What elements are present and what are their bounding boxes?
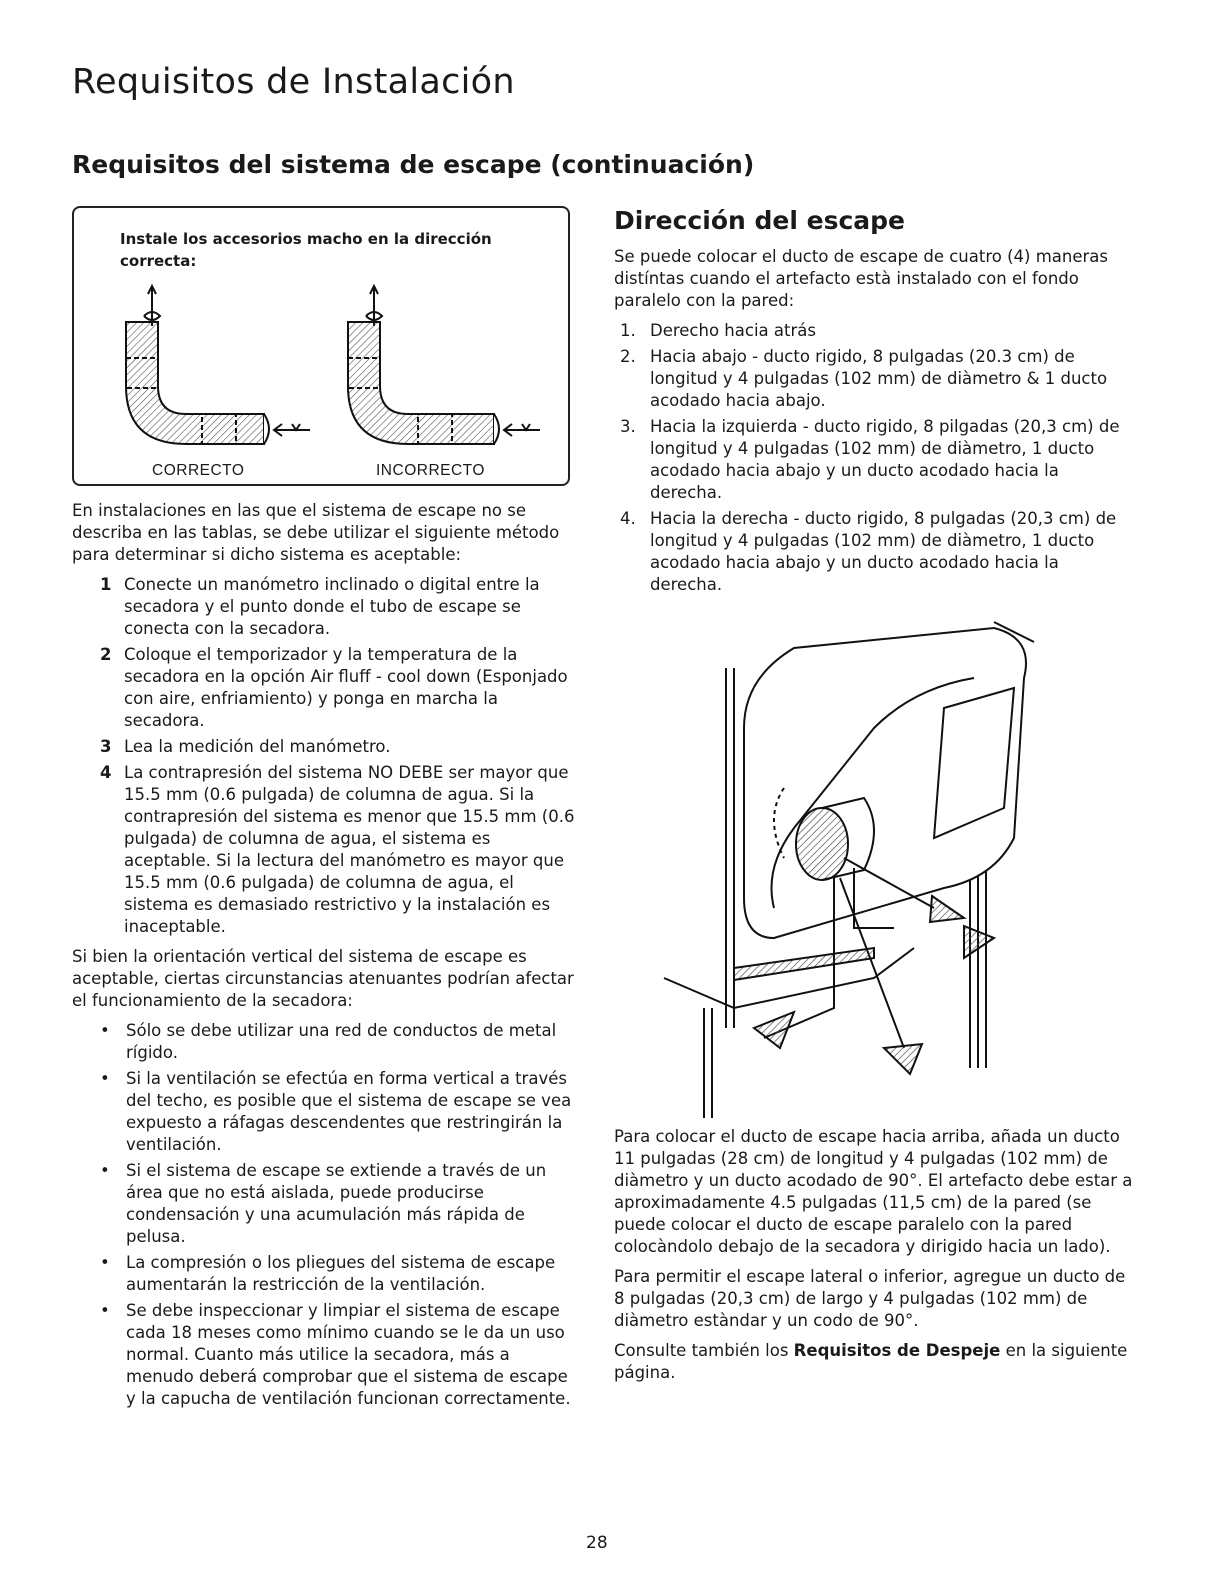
- list-item: [614, 320, 1134, 342]
- list-item: • La compresión o los pliegues del sistema de escape aumentarán la restricción de la ventilación.: [72, 1252, 582, 1296]
- list-item: • Si el sistema de escape se extiende a través de un área que no está aislada, puede producirse condensación y una acumulación más rápida de pelusa.: [72, 1160, 582, 1248]
- vertical-intro-paragraph: Si bien la orientación vertical del sistema de escape es aceptable, ciertas circunstancias atenuantes podrían afectar el funcionamiento de la secadora:: [72, 947, 574, 1010]
- dryer-exhaust-drawing: [614, 608, 1134, 1118]
- right-column: [614, 206, 1134, 1392]
- step-text: La contrapresión del sistema NO DEBE ser mayor que 15.5 mm (0.6 pulgada) de columna de agua. Si la contrapresión del sistema es menor que 15.5 mm (0.6 pulgada) de columna de agua, el sistema es aceptable. Si la lectura del manómetro es mayor que 15.5 mm (0.6 pulgada) de columna de agua, el sistema es demasiado restrictivo y la instalación es inaceptable.: [124, 763, 575, 936]
- step-number: 1: [100, 575, 112, 594]
- direction-number: 1.: [620, 321, 636, 340]
- direction-number: 4.: [620, 509, 636, 528]
- clearance-requirements-link: Requisitos de Despeje: [793, 1341, 1001, 1360]
- step-number: 2: [100, 645, 112, 664]
- side-exhaust-paragraph: Para permitir el escape lateral o inferior, agregue un ducto de 8 pulgadas (20,3 cm) de largo y 4 pulgadas (102 mm) de diàmetro estàndar y un codo de 90°.: [614, 1267, 1126, 1330]
- section-title: Requisitos del sistema de escape (continuación): [72, 150, 755, 179]
- list-item: • Si la ventilación se efectúa en forma vertical a través del techo, es posible que el sistema de escape se vea expuesto a ráfagas descendentes que restringirán la ventilación.: [72, 1068, 582, 1156]
- page-number: 28: [586, 1533, 608, 1553]
- correct-elbow: [126, 286, 310, 444]
- list-item: [614, 346, 1134, 412]
- see-also-paragraph: [614, 1340, 1134, 1384]
- step-text: Coloque el temporizador y la temperatura de la secadora en la opción Air fluff - cool down (Esponjado con aire, enfriamiento) y ponga en marcha la secadora.: [124, 645, 568, 730]
- label-incorrect: INCORRECTO: [376, 462, 485, 479]
- direction-number: 2.: [620, 347, 636, 366]
- page-title: Requisitos de Instalación: [72, 62, 515, 102]
- intro-paragraph: En instalaciones en las que el sistema de escape no se describa en las tablas, se debe utilizar el siguiente método para determinar si dicho sistema es aceptable:: [72, 501, 560, 564]
- step-number: 4: [100, 763, 112, 782]
- list-item: [614, 508, 1134, 596]
- direction-number: 3.: [620, 417, 636, 436]
- male-fittings-figure: [72, 206, 570, 486]
- direction-list: [614, 320, 1134, 596]
- list-item: [72, 574, 582, 640]
- direction-intro: Se puede colocar el ducto de escape de cuatro (4) maneras distíntas cuando el artefacto està instalado con el fondo paralelo con la pared:: [614, 247, 1108, 310]
- see-also-prefix: Consulte también los: [614, 1341, 794, 1360]
- step-text: Conecte un manómetro inclinado o digital entre la secadora y el punto donde el tubo de escape se conecta con la secadora.: [124, 575, 540, 638]
- list-item: • Sólo se debe utilizar una red de conductos de metal rígido.: [72, 1020, 582, 1064]
- list-item: [72, 644, 582, 732]
- step-number: 3: [100, 737, 112, 756]
- figure-caption: Instale los accesorios macho en la dirección correcta:: [120, 230, 492, 270]
- label-correct: CORRECTO: [152, 462, 245, 479]
- circumstances-list: [72, 1020, 582, 1410]
- test-steps-list: [72, 574, 582, 938]
- incorrect-elbow: [348, 286, 540, 444]
- list-item: [614, 416, 1134, 504]
- exhaust-direction-title: Dirección del escape: [614, 206, 905, 235]
- direction-text: Hacia la derecha - ducto rigido, 8 pulgadas (20,3 cm) de longitud y 4 pulgadas (102 mm) de diàmetro, 1 ducto acodado hacia abajo y un ducto acodado hacia la derecha.: [650, 509, 1117, 594]
- list-item: [72, 762, 582, 938]
- upward-exhaust-paragraph: Para colocar el ducto de escape hacia arriba, añada un ducto 11 pulgadas (28 cm) de longitud y 4 pulgadas (102 mm) de diàmetro y un ducto acodado de 90°. El artefacto debe estar a aproximadamente 4.5 pulgadas (11,5 cm) de la pared (se puede colocar el ducto de escape paralelo con la pared colocàndolo debajo de la secadora y dirigido hacia un lado).: [614, 1127, 1133, 1256]
- dryer-exhaust-illustration: [614, 608, 1134, 1118]
- list-item: • Se debe inspeccionar y limpiar el sistema de escape cada 18 meses como mínimo cuando se le da un uso normal. Cuanto más utilice la secadora, más a menudo deberá comprobar que el sistema de escape y la capucha de ventilación funcionan correctamente.: [72, 1300, 582, 1410]
- direction-text: Hacia la izquierda - ducto rigido, 8 pilgadas (20,3 cm) de longitud y 4 pulgadas (102 mm) de diàmetro, 1 ducto acodado hacia abajo y un ducto acodado hacia la derecha.: [650, 417, 1120, 502]
- direction-text: Derecho hacia atrás: [650, 321, 816, 340]
- list-item: [72, 736, 582, 758]
- direction-text: Hacia abajo - ducto rigido, 8 pulgadas (20.3 cm) de longitud y 4 pulgadas (102 mm) de diàmetro & 1 ducto acodado hacia abajo.: [650, 347, 1108, 410]
- step-text: Lea la medición del manómetro.: [124, 737, 391, 756]
- elbow-illustration: [74, 208, 568, 484]
- see-also-suffix: en la siguiente página.: [614, 1341, 1128, 1382]
- left-column: [72, 206, 582, 1414]
